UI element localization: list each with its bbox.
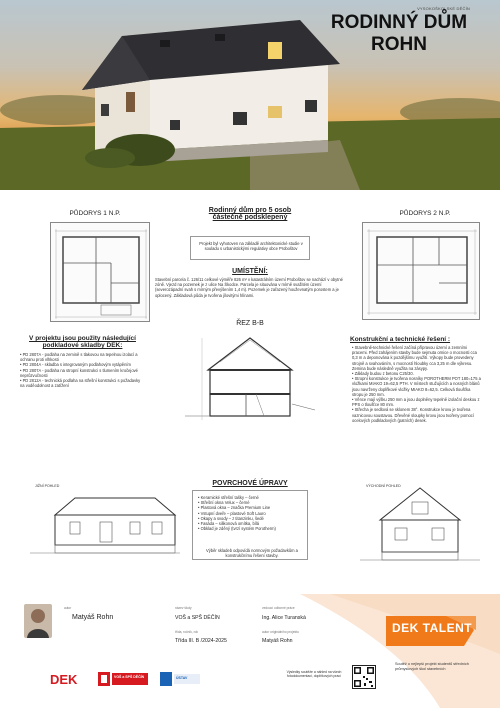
- finish-item: • Keramické střešní tašky – černé: [198, 495, 306, 500]
- section-drawing: [180, 330, 320, 425]
- location-text: Stavební parcela č. 126/11 celkové výměře 826 m² v katastrálním území Proboštov se nachází v obytné zóně. Vjezd na pozemek je z ulice Na Škodce. Parcela je situována v mírně svažitém území (severozápadní svah s mírným převýšením 1,4 m). Pozemek je zařazený houževnatým porostem a je oplocený. Základová půda je tvořena jílovitými hlínami.: [155, 277, 343, 298]
- construction-item: • Věnce mají výšku 250 mm a jsou doplněny tepelně izolační deskou z PPS o tloušťce 80 mm.: [352, 397, 482, 407]
- intro-title-line2: částečně podsklepený: [212, 214, 288, 221]
- header-badge: VYSOKOŠKOLSKÉ DĚČÍN: [417, 6, 470, 11]
- vos-logo: [98, 672, 150, 686]
- finishes-heading: POVRCHOVÉ ÚPRAVY: [212, 480, 288, 487]
- section-label: ŘEZ B-B: [236, 320, 264, 327]
- dek-logo: DEK: [50, 672, 78, 687]
- ustav-logo: [160, 672, 202, 686]
- south-elevation-label: JIŽNÍ POHLED: [35, 484, 60, 488]
- floor1-plan-drawing: [51, 223, 151, 323]
- qr-code[interactable]: [352, 665, 376, 689]
- finish-item: • Okapy a svody – z titanzinku, šedé: [198, 516, 306, 521]
- page-title: [324, 12, 474, 56]
- class-label: třída, ročník, rok: [175, 630, 199, 634]
- section-bb-svg: [180, 330, 320, 425]
- construction-item: • Stropní konstrukce je tvořena nosníky POROTHERM POT 180=175 a vložkami MIAKO 19=62,5 PTH. V místech stužujících a nosných blánů jsou navrženy doplňkové vložky MIAKO 8=62,5. Celková tloušťka stropu je 250 mm.: [352, 376, 482, 397]
- floor2-plan-drawing: [363, 223, 481, 321]
- school-label: název školy: [175, 606, 192, 610]
- dek-item: • PD 2804A - skladba s integrovaným podlahovým vytápěním: [20, 362, 145, 367]
- avatar: [24, 604, 52, 638]
- east-elevation: [360, 480, 480, 565]
- ustav-logo-text: ÚSTAV: [176, 676, 188, 680]
- construction-item: • Základy budou z betonu C25/30.: [352, 371, 482, 376]
- construction-item: • Stavebně-technické řešení začíná přípravou území a zemními pracemi. Před zahájením stavby bude sejmuta ornice o mocnosti cca 0,3 m a deponována k pozdějšímu využití. Výkopy bude provedeny strojně a svahováním, s mocností hloubky cca 3,25 m dle výkresu. Zemina bude následně využita na zásypy.: [352, 345, 482, 371]
- construction-list: [352, 345, 482, 423]
- finish-item: • Střešní okna Velux – černé: [198, 500, 306, 505]
- hero-render: [0, 0, 500, 190]
- intro-title-line1: Rodinný dům pro 5 osob: [208, 207, 292, 214]
- original-author-name: Matyáš Rohn: [262, 638, 293, 644]
- intro-text: Projekt byl vyhotoven na základě architektonické studie v souladu s urbanistickými regulativy obce Proboštov: [199, 241, 303, 252]
- floor1-label: PŮDORYS 1 N.P.: [69, 210, 121, 217]
- dek-item: • PD 2812A - technická podlaha na střešní konstrukci s požadavky na voděodolnost a zatížení: [20, 378, 145, 388]
- finish-item: • Vstupní dveře – plastové Soft Lauro: [198, 511, 306, 516]
- teacher-name: Ing. Alice Turanská: [262, 615, 306, 621]
- floor2-label: PŮDORYS 2 N.P.: [399, 210, 451, 217]
- class-value: Třída III. B /2024-2025: [175, 638, 227, 644]
- dek-heading: V projektu jsou použity následující podkladové skladby DEK:: [29, 335, 136, 349]
- school-name: VOŠ a SPŠ DĚČÍN: [175, 615, 220, 621]
- finish-item: • Fasáda – silikonová omítka, bílá: [198, 521, 306, 526]
- author-label: autor: [64, 606, 72, 610]
- talent-description: Soutěž o nejlepší projekt studentů středních průmyslových škol stavebních: [395, 662, 469, 671]
- dek-list: [20, 352, 145, 388]
- location-heading: UMÍSTĚNÍ:: [232, 268, 268, 275]
- floor2-plan: [362, 222, 480, 320]
- dek-item: • PD 2807A - podlaha na zemině s tlakovou na tepelnou izolací a ochranu proti vlhkosti: [20, 352, 145, 362]
- construction-item: • Střecha je sedlová se sklonem 38°. Konstrukce krovu je tvořena vaznicovou soustavou. Dřevěné sloupky krovu jsou tvořeny pomocí ocelových podkladových (patních) desek.: [352, 407, 482, 423]
- author-name: Matyáš Rohn: [72, 614, 114, 621]
- finish-item: • Obklad je zděný (tvrzí systém Porotherm): [198, 526, 306, 531]
- qr-code-icon: [353, 666, 375, 688]
- author-photo: [24, 604, 52, 638]
- construction-heading: Konstrukční a technické řešení :: [350, 336, 451, 343]
- dek-item: • PD 2807A - podlaha na stropní konstrukci s tlumením kročejové neprůzvučnosti: [20, 368, 145, 378]
- finishes-note: Výběr skladeb odpovídá normovým požadavkům a konstrukčnímu řešení stavby.: [206, 548, 298, 559]
- intro-title: [180, 207, 320, 221]
- original-author-label: autor originálního projektu: [262, 630, 299, 634]
- south-elevation: [30, 490, 180, 560]
- title-line1: RODINNÝ DŮM: [330, 12, 468, 33]
- qr-note: Výsledky soutěže a náhled na všech fotodokumentaci, doplňkových prací: [286, 670, 342, 679]
- floor1-plan: [50, 222, 150, 322]
- east-elevation-svg: [360, 480, 480, 565]
- vos-logo-text: VOŠ a SPŠ DĚČÍN: [114, 675, 145, 679]
- finish-item: • Plastová okna – značka Premium Line: [198, 505, 306, 510]
- title-line2: ROHN: [371, 34, 427, 55]
- dek-talent-text: DEK TALENT: [392, 621, 473, 635]
- dek-talent-logo: [386, 610, 476, 655]
- teacher-label: vedoucí odborné práce: [262, 606, 295, 610]
- finishes-list: [198, 495, 306, 531]
- south-elevation-svg: [30, 490, 180, 560]
- east-elevation-label: VÝCHODNÍ POHLED: [366, 484, 401, 488]
